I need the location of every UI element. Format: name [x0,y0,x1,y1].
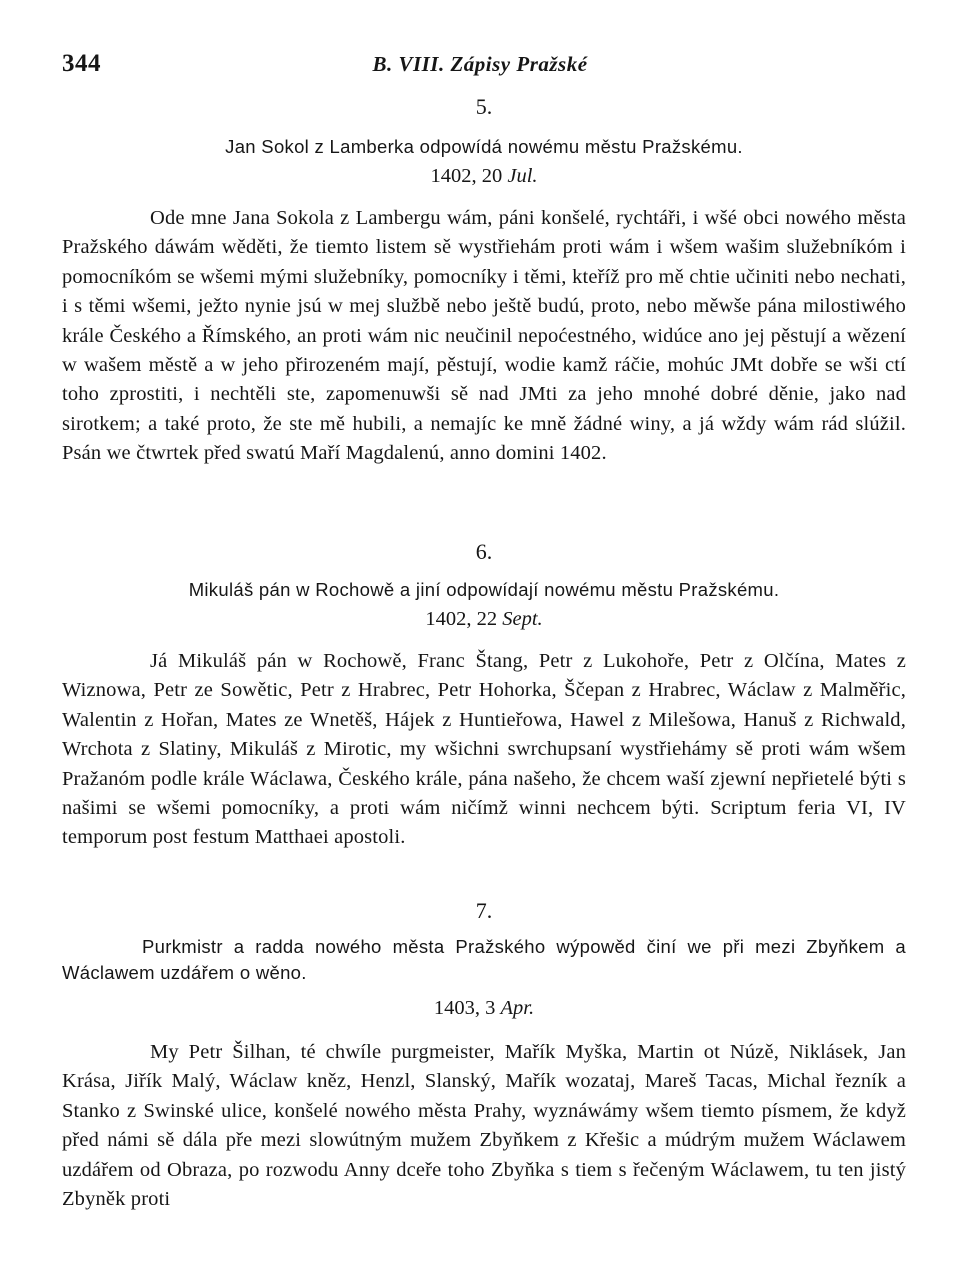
section-number: 6. [475,539,493,564]
section-5 [62,92,906,469]
section-7 [62,896,906,1214]
section-heading: Mikuláš pán w Rochowě a jiní odpowídají nowému městu Pražskému. [188,579,780,600]
section-date [62,994,906,1022]
section-heading: Jan Sokol z Lamberka odpowídá nowému městu Pražskému. [225,136,743,157]
section-heading: Purkmistr a radda nowého města Pražského wýpowěd činí we při mezi Zbyňkem a Wáclawem uzdářem o wěno. [62,936,906,983]
section-date [62,605,906,633]
date-month: Apr. [500,997,535,1019]
section-body: My Petr Šilhan, té chwíle purgmeister, Mařík Myška, Martin ot Núzě, Niklásek, Jan Krása, Jiřík Malý, Wáclaw kněz, Henzl, Slanský, Mařík wozataj, Mareš Tacas, Michal řezník a Stanko z Swinské ulice, konšelé nowého města Prahy, wyznáwámy wšem tiemto písmem, že když před námi sě dála pře mezi slowútným mužem Zbyňkem z Křešic a múdrým mužem Wáclawem uzdářem od Obraza, po rozwodu Anny dceře toho Zbyňka s tiem s řečeným Wáclawem, tu ten jistý Zbyněk proti [62,1041,906,1211]
date-text: 1402, 20 [430,165,503,187]
section-body: Já Mikuláš pán w Rochowě, Franc Štang, Petr z Lukohoře, Petr z Olčína, Mates z Wiznowa, Petr ze Sowětic, Petr z Hrabrec, Petr Hohorka, Ščepan z Hrabrec, Wáclaw z Malměřic, Walentin z Hořan, Mates ze Wnetěš, Hájek z Huntieřowa, Hawel z Milešowa, Hanuš z Richwald, Wrchota z Slatiny, Mikuláš z Mirotic, my wšichni swrchupsaní wystřiehámy sě proti wám wšem Pražanóm podle krále Wáclawa, Českého krále, pána našeho, že chcem waší zjewní nepřietelé býti s našimi se wšemi pomocníky, a proti wám ničímž winni nechcem býti. Scriptum feria VI, IV temporum post festum Matthaei apostoli. [62,650,906,849]
date-month: Sept. [502,608,543,630]
date-month: Jul. [507,165,538,187]
date-text: 1403, 3 [433,997,496,1019]
section-body: Ode mne Jana Sokola z Lambergu wám, páni konšelé, rychtáři, i wšé obci nowého města Pražského dáwám wěděti, že tiemto listem sě wystřiehám proti wám i wšem wašim služebníkóm i pomocníkóm se wšemi mými služebníky, pomocníky i těmi, kteříž pro mě chtie učiniti nebo nechati, i s těmi wšemi, ježto nynie jsú w mej službě nebo ještě budú, proto, nebo měwše pána milostiwého krále Českého a Římského, an proti wám nic neučinil nepoćestného, widúce ano jej pěstují a wězení w wašem městě a w jeho přirozeném mají, pěstují, wodie kamž ráčie, mohúc JMt dobře se wši ctí toho zprostiti, i nechtěli ste, zapomenuwši sě nad JMti za jeho mnohé dobré děnie, jako nad sirotkem; a také proto, že ste mě hubili, a nemajíc ke mně žádné winy, a já wždy wám rád slúžil. Psán we čtwrtek před swatú Maří Magdalenú, anno domini 1402. [62,207,906,465]
running-title: B. VIII. Zápisy Pražské [372,52,588,76]
page-number: 344 [62,50,101,77]
section-6 [62,537,906,853]
section-number: 5. [475,94,493,119]
section-date [62,162,906,190]
running-head [62,50,898,84]
section-number: 7. [475,898,493,923]
date-text: 1402, 22 [425,608,498,630]
